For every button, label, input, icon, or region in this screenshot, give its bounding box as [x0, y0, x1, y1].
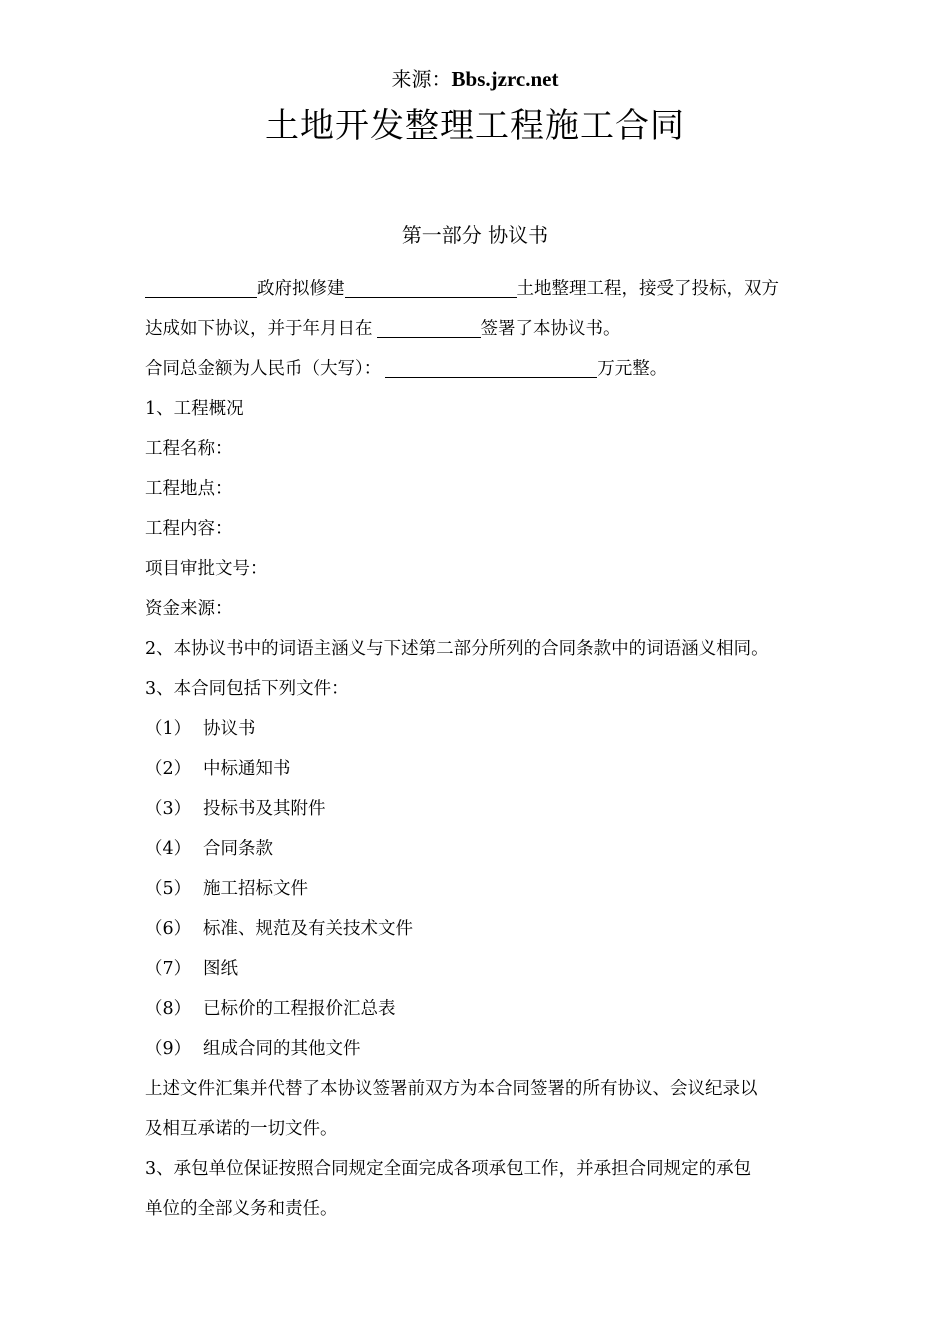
field-approval-number: 项目审批文号： — [145, 559, 268, 579]
field-funding-source: 资金来源： — [145, 599, 233, 619]
intro-line-1 — [145, 269, 815, 309]
list-item-text: 投标书及其附件 — [203, 799, 326, 819]
document-title: 土地开发整理工程施工合同 — [265, 106, 685, 146]
list-item-number: （5） — [145, 879, 192, 899]
intro-text: 万元整。 — [597, 359, 668, 379]
list-item-text: 图纸 — [203, 959, 238, 979]
list-item — [145, 829, 815, 869]
blank-government — [145, 273, 257, 298]
section1-heading: 1、工程概况 — [145, 399, 244, 419]
list-item-text: 组成合同的其他文件 — [203, 1039, 361, 1059]
section3-summary-line-2: 及相互承诺的一切文件。 — [145, 1119, 338, 1139]
part-heading: 第一部分 协议书 — [401, 223, 549, 247]
list-item-text: 中标通知书 — [203, 759, 291, 779]
field-project-name: 工程名称： — [145, 439, 233, 459]
field-project-content: 工程内容： — [145, 519, 233, 539]
intro-text: 土地整理工程，接受了投标，双方 — [516, 279, 779, 299]
list-item-text: 标准、规范及有关技术文件 — [203, 919, 413, 939]
section3b-line-2: 单位的全部义务和责任。 — [145, 1199, 338, 1219]
blank-project-name — [345, 273, 517, 298]
section2-text: 2、本协议书中的词语主涵义与下述第二部分所列的合同条款中的词语涵义相同。 — [145, 639, 769, 659]
document-body — [145, 269, 815, 1229]
field-project-location: 工程地点： — [145, 479, 233, 499]
intro-text: 政府拟修建 — [257, 279, 345, 299]
list-item-text: 已标价的工程报价汇总表 — [203, 999, 396, 1019]
list-item-text: 合同条款 — [203, 839, 273, 859]
intro-line-2 — [145, 309, 815, 349]
list-item-number: （2） — [145, 759, 192, 779]
blank-sign-place — [377, 313, 481, 338]
intro-line-3 — [145, 349, 815, 389]
list-item-number: （9） — [145, 1039, 192, 1059]
list-item-number: （4） — [145, 839, 192, 859]
list-item — [145, 749, 815, 789]
intro-text: 签署了本协议书。 — [480, 319, 621, 339]
list-item-number: （3） — [145, 799, 192, 819]
section3-summary-line-1: 上述文件汇集并代替了本协议签署前双方为本合同签署的所有协议、会议纪录以 — [145, 1079, 758, 1099]
source-line — [0, 64, 950, 94]
list-item-number: （7） — [145, 959, 192, 979]
list-item — [145, 789, 815, 829]
list-item — [145, 949, 815, 989]
list-item-text: 协议书 — [203, 719, 256, 739]
list-item-number: （1） — [145, 719, 192, 739]
list-item — [145, 989, 815, 1029]
section3b-line-1: 3、承包单位保证按照合同规定全面完成各项承包工作，并承担合同规定的承包 — [145, 1159, 752, 1179]
intro-text: 合同总金额为人民币（大写）： — [145, 359, 382, 379]
source-label: 来源： — [391, 67, 452, 91]
list-item-text: 施工招标文件 — [203, 879, 308, 899]
list-item-number: （6） — [145, 919, 192, 939]
list-item — [145, 869, 815, 909]
list-item — [145, 1029, 815, 1069]
source-site: Bbs.jzrc.net — [451, 67, 559, 91]
list-item — [145, 709, 815, 749]
list-item-number: （8） — [145, 999, 192, 1019]
blank-contract-amount — [385, 353, 597, 378]
intro-text: 达成如下协议，并于年月日在 — [145, 319, 373, 339]
list-item — [145, 909, 815, 949]
section3-heading: 3、本合同包括下列文件： — [145, 679, 349, 699]
